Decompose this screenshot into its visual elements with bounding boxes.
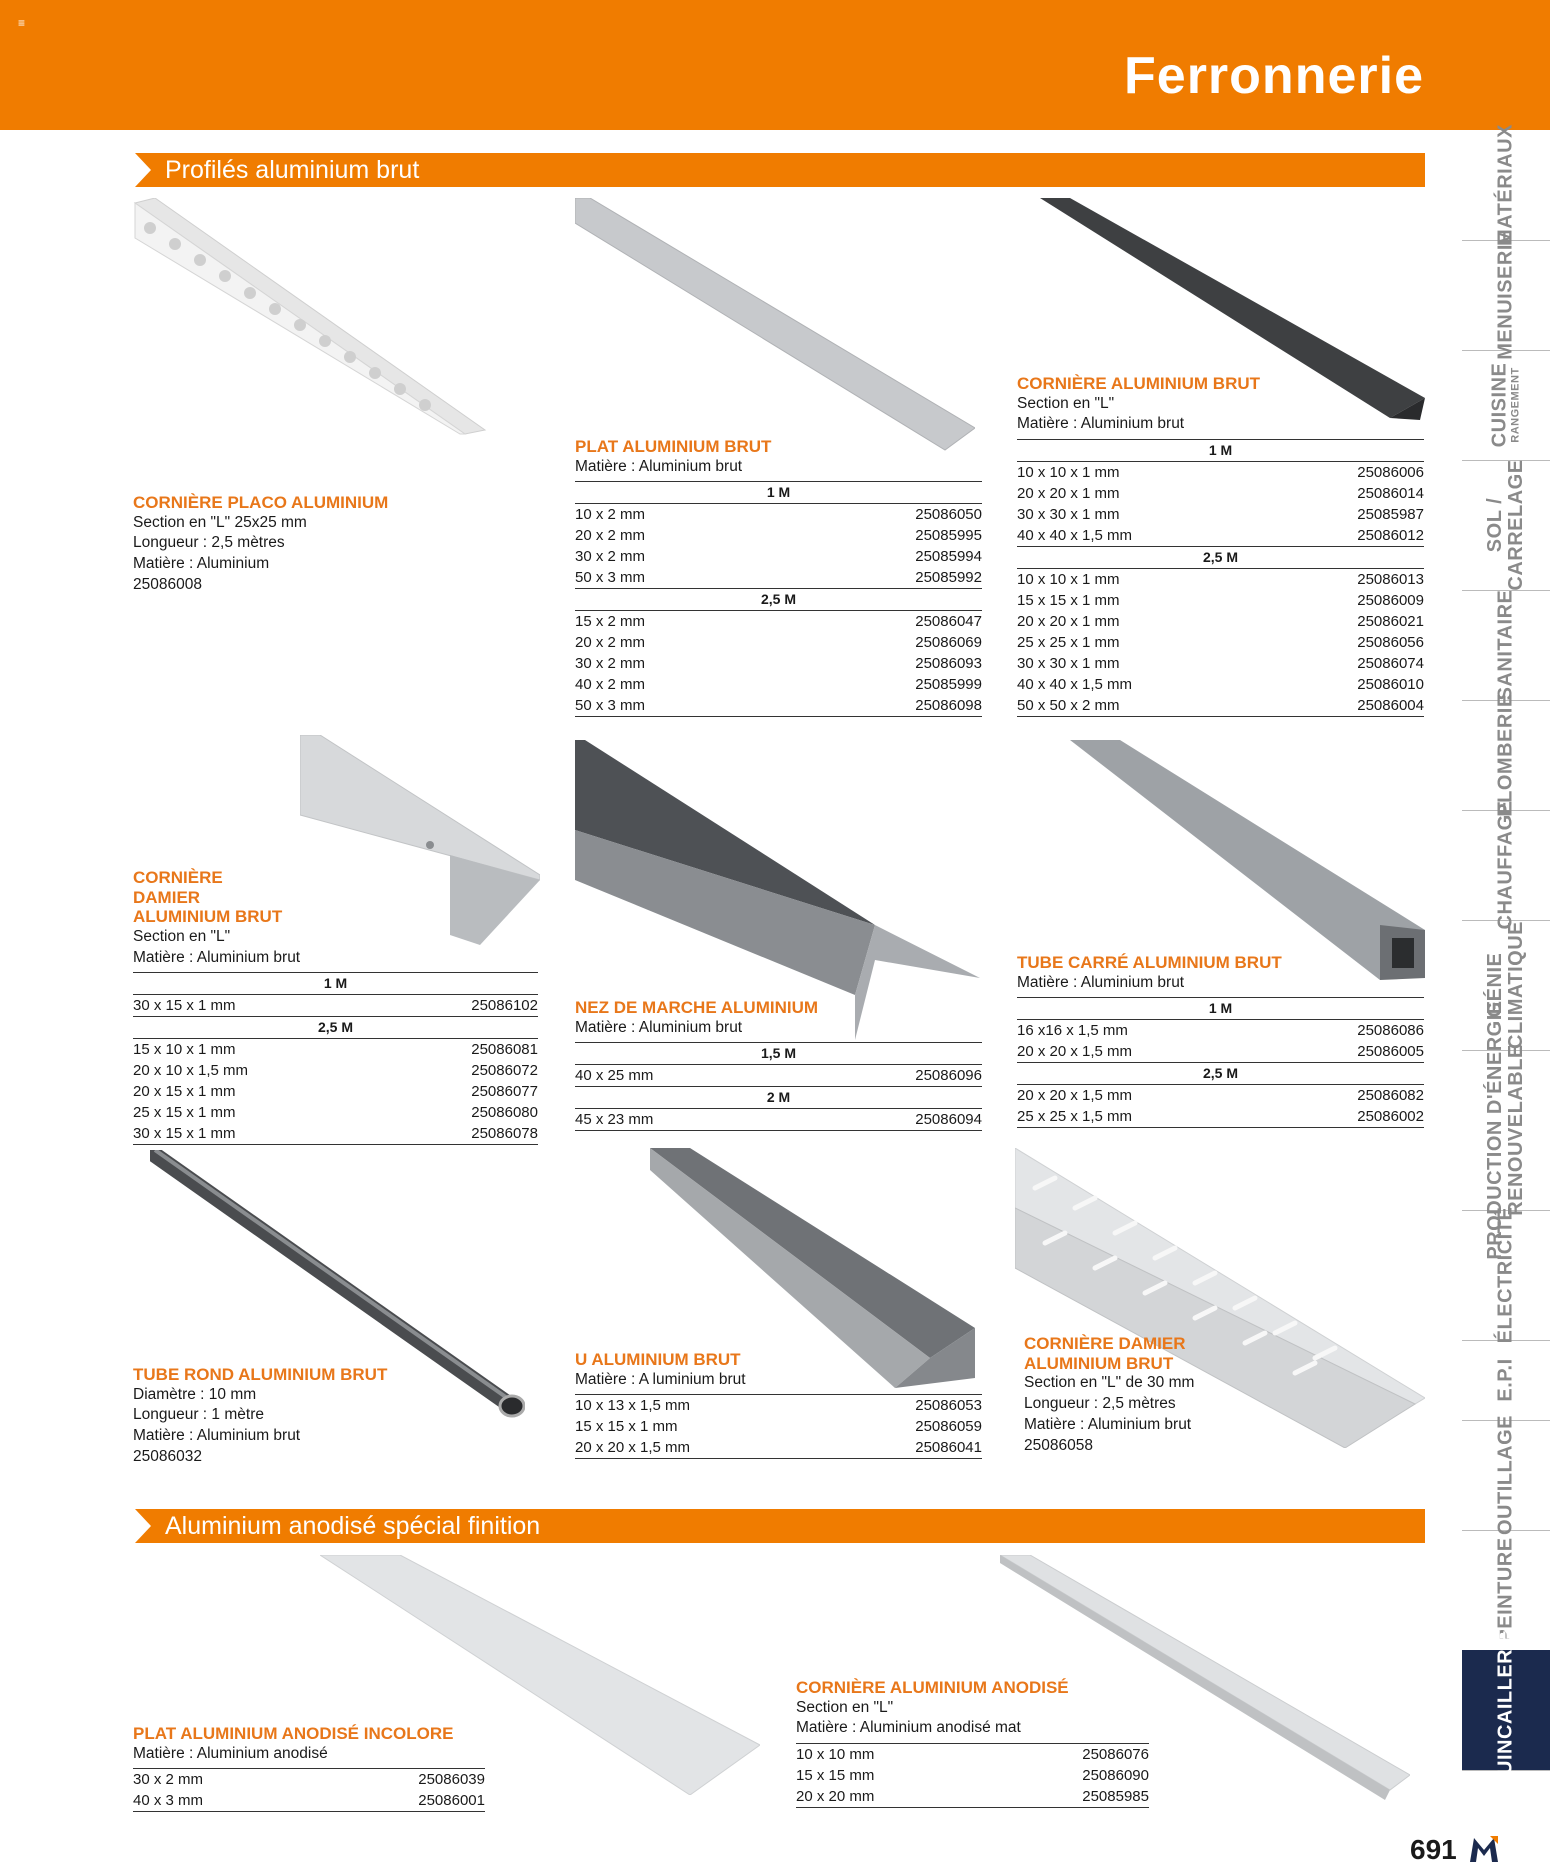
sidebar-label-sub: CARRELAGE: [1505, 459, 1527, 591]
plat-brut-image: [575, 198, 975, 453]
dimension-cell: 40 x 40 x 1,5 mm: [1017, 676, 1133, 694]
sidebar-item-label: [1496, 590, 1517, 701]
product-desc: [1017, 973, 1424, 994]
dimension-cell: 15 x 10 x 1 mm: [133, 1041, 236, 1059]
product-table: [575, 1394, 982, 1459]
section-band-profiles: [135, 153, 1425, 187]
sidebar-item-6[interactable]: [1462, 800, 1550, 930]
code-cell: 25086053: [915, 1397, 982, 1415]
dimension-cell: 10 x 10 x 1 mm: [1017, 571, 1120, 589]
dimension-cell: 20 x 20 x 1,5 mm: [1017, 1087, 1133, 1105]
sidebar-label-main: E.P.I: [1494, 1358, 1517, 1402]
table-row: [575, 567, 982, 589]
dimension-cell: 20 x 20 x 1,5 mm: [575, 1437, 833, 1459]
product-name: CORNIÈRE PLACO ALUMINIUM: [133, 493, 389, 512]
table-row: [575, 504, 982, 526]
code-cell: 25086096: [795, 1065, 982, 1087]
product-code: 25086008: [133, 576, 202, 594]
table-row: [1017, 611, 1424, 632]
sidebar-item-10[interactable]: [1462, 1340, 1550, 1421]
sidebar-label-main: SANITAIRE: [1494, 589, 1517, 701]
dimension-cell: 15 x 15 x 1 mm: [1017, 592, 1120, 610]
sidebar-label-sub: RENOUVELABLE: [1505, 1044, 1527, 1216]
dimension-cell: 16 x16 x 1,5 mm: [1017, 1022, 1128, 1040]
sidebar-label-main: MATÉRIAUX: [1494, 124, 1517, 246]
dimension-cell: 25 x 25 x 1 mm: [1017, 634, 1120, 652]
product-name: TUBE CARRÉ ALUMINIUM BRUT: [1017, 953, 1282, 972]
table-row: [1017, 1020, 1424, 1042]
code-cell: 25086090: [1082, 1767, 1149, 1785]
product-corniere-brut: [1017, 374, 1424, 717]
desc-line: Matière : A luminium brut: [575, 1370, 746, 1388]
code-cell: 25086041: [833, 1437, 982, 1459]
table-row: [796, 1765, 1149, 1786]
code-cell: 25086069: [915, 634, 982, 652]
product-table: [133, 972, 538, 1145]
table-row: [1017, 525, 1424, 547]
length-label: 2,5 M: [575, 589, 982, 611]
dimension-cell: 40 x 40 x 1,5 mm: [1017, 525, 1275, 547]
desc-line: Matière : Aluminium: [133, 555, 270, 573]
sidebar-item-11[interactable]: [1462, 1414, 1550, 1536]
dimension-cell: 20 x 2 mm: [575, 527, 646, 545]
table-row: [575, 674, 982, 695]
corniere-placo-image: [130, 198, 490, 438]
desc-line: Matière : Aluminium brut: [1017, 973, 1185, 991]
table-row: [1017, 632, 1424, 653]
length-label: 1 M: [1017, 998, 1424, 1020]
product-table: [575, 1042, 982, 1131]
code-cell: 25086093: [915, 655, 982, 673]
dimension-cell: 15 x 15 x 1 mm: [575, 1418, 678, 1436]
code-cell: 25085985: [987, 1786, 1149, 1808]
table-row: [575, 632, 982, 653]
code-cell: 25086072: [471, 1062, 538, 1080]
code-cell: 25086056: [1357, 634, 1424, 652]
table-row: [575, 1416, 982, 1437]
table-row: [796, 1744, 1149, 1766]
sidebar-item-label: [1496, 693, 1517, 816]
code-cell: 25086102: [389, 995, 538, 1017]
product-table: [133, 1768, 485, 1812]
sidebar-item-label: [1496, 1358, 1517, 1401]
product-name: CORNIÈRE DAMIER ALUMINIUM BRUT: [133, 868, 283, 927]
table-row: [133, 995, 538, 1017]
desc-line: Section en "L": [133, 927, 231, 945]
code-cell: 25086098: [783, 695, 982, 717]
product-corniere-placo: [133, 493, 473, 596]
desc-line: Matière : Aluminium brut: [575, 457, 743, 475]
dimension-cell: 30 x 2 mm: [575, 548, 646, 566]
product-desc: [1017, 394, 1424, 436]
table-row: [1017, 1106, 1424, 1128]
table-row: [1017, 1085, 1424, 1107]
code-cell: 25085992: [783, 567, 982, 589]
sidebar-label-main: CUISINE: [1488, 362, 1511, 448]
table-row: [575, 1109, 982, 1131]
code-cell: 25086039: [418, 1771, 485, 1789]
code-cell: 25086002: [1275, 1106, 1424, 1128]
dimension-cell: 30 x 30 x 1 mm: [1017, 655, 1120, 673]
table-row: [1017, 653, 1424, 674]
dimension-cell: 50 x 50 x 2 mm: [1017, 695, 1275, 717]
dimension-cell: 20 x 20 mm: [796, 1786, 987, 1808]
product-u-brut: [575, 1350, 982, 1459]
sidebar-item-5[interactable]: [1462, 693, 1550, 817]
table-row: [575, 546, 982, 567]
table-row: [133, 1039, 538, 1061]
code-cell: 25086059: [915, 1418, 982, 1436]
table-row: [575, 695, 982, 717]
length-label: 1 M: [575, 482, 982, 504]
desc-line: Matière : Aluminium brut: [1024, 1415, 1192, 1433]
table-group-header: [575, 482, 982, 504]
dimension-cell: 40 x 3 mm: [133, 1790, 313, 1812]
table-row: [575, 1065, 982, 1087]
code-cell: 25086080: [471, 1104, 538, 1122]
dimension-cell: 50 x 3 mm: [575, 695, 783, 717]
table-group-header: [1017, 547, 1424, 569]
product-desc: [796, 1698, 1149, 1740]
desc-line: Diamètre : 10 mm: [133, 1385, 257, 1403]
table-row: [575, 653, 982, 674]
product-plat-brut: [575, 437, 982, 717]
desc-line: Longueur : 1 mètre: [133, 1406, 264, 1424]
sidebar-item-2[interactable]: [1462, 350, 1550, 461]
product-corniere-anodise: [796, 1678, 1149, 1808]
product-corniere-damier-30: [1024, 1334, 1224, 1457]
product-desc: [575, 1018, 982, 1039]
page-title: Ferronnerie: [1124, 47, 1424, 105]
sidebar-item-label: [1496, 230, 1517, 359]
sidebar-item-8[interactable]: [1462, 1000, 1550, 1260]
code-cell: 25086078: [389, 1123, 538, 1145]
dimension-cell: 40 x 25 mm: [575, 1065, 795, 1087]
code-cell: 25085999: [915, 676, 982, 694]
table-row: [1017, 674, 1424, 695]
table-row: [575, 1395, 982, 1417]
table-row: [133, 1769, 485, 1791]
dimension-cell: 30 x 2 mm: [133, 1771, 204, 1789]
dimension-cell: 30 x 30 x 1 mm: [1017, 506, 1120, 524]
length-label: 1 M: [133, 973, 538, 995]
desc-line: Section en "L" 25x25 mm: [133, 513, 307, 531]
code-cell: 25085995: [915, 527, 982, 545]
desc-line: Longueur : 2,5 mètres: [1024, 1395, 1176, 1413]
sidebar-label-main: PRODUCTION D'ÉNERGIE: [1484, 1000, 1506, 1260]
dimension-cell: 15 x 2 mm: [575, 613, 646, 631]
dimension-cell: 20 x 15 x 1 mm: [133, 1083, 236, 1101]
product-code: 25086058: [1024, 1436, 1093, 1454]
dimension-cell: 25 x 15 x 1 mm: [133, 1104, 236, 1122]
table-group-header: [133, 973, 538, 995]
sidebar-item-label: [1496, 1537, 1517, 1642]
dimension-cell: 10 x 10 mm: [796, 1746, 875, 1764]
table-group-header: [133, 1017, 538, 1039]
desc-line: Matière : Aluminium anodisé mat: [796, 1719, 1021, 1737]
dimension-cell: 15 x 15 mm: [796, 1767, 875, 1785]
product-name: CORNIÈRE ALUMINIUM ANODISÉ: [796, 1678, 1069, 1697]
table-group-header: [1017, 998, 1424, 1020]
code-cell: 25086001: [313, 1790, 485, 1812]
table-row: [575, 611, 982, 633]
sidebar-item-label: [1496, 801, 1517, 930]
table-row: [133, 1102, 538, 1123]
code-cell: 25086081: [471, 1041, 538, 1059]
code-cell: 25086010: [1357, 676, 1424, 694]
code-cell: 25086013: [1357, 571, 1424, 589]
table-group-header: [1017, 1063, 1424, 1085]
menu-icon[interactable]: ≡: [18, 16, 26, 30]
table-group-header: [575, 1043, 982, 1065]
category-sidebar: [1462, 124, 1550, 1850]
table-group-header: [575, 1087, 982, 1109]
product-desc: [133, 1385, 473, 1469]
desc-line: Matière : Aluminium brut: [1017, 415, 1185, 433]
sidebar-label-main: QUINCAILLERIE: [1494, 1628, 1517, 1792]
product-table: [575, 481, 982, 717]
product-desc: [575, 1370, 982, 1391]
section-band-anodise: [135, 1509, 1425, 1543]
code-cell: 25086009: [1357, 592, 1424, 610]
band-arrow-icon: [135, 153, 151, 187]
section-title: Aluminium anodisé spécial finition: [165, 1512, 541, 1540]
sidebar-label-sub: RANGEMENT: [1509, 367, 1522, 443]
desc-line: Section en "L": [796, 1698, 894, 1716]
product-name: TUBE ROND ALUMINIUM BRUT: [133, 1365, 388, 1384]
code-cell: 25086014: [1357, 485, 1424, 503]
code-cell: 25086077: [471, 1083, 538, 1101]
code-cell: 25086021: [1357, 613, 1424, 631]
sidebar-label-main: CHAUFFAGE: [1494, 800, 1517, 930]
dimension-cell: 20 x 2 mm: [575, 634, 646, 652]
dimension-cell: 30 x 15 x 1 mm: [133, 995, 389, 1017]
desc-line: Matière : Aluminium anodisé: [133, 1744, 328, 1762]
code-cell: 25086047: [915, 613, 982, 631]
product-table: [796, 1743, 1149, 1808]
sidebar-item-label: [1490, 363, 1523, 448]
sidebar-item-label: [1496, 1629, 1517, 1791]
dimension-cell: 45 x 23 mm: [575, 1109, 795, 1131]
code-cell: 25086076: [1082, 1746, 1149, 1764]
code-cell: 25085994: [915, 548, 982, 566]
table-row: [575, 525, 982, 546]
table-row: [1017, 504, 1424, 525]
dimension-cell: 10 x 13 x 1,5 mm: [575, 1397, 691, 1415]
sidebar-item-3[interactable]: [1462, 460, 1550, 591]
dimension-cell: 10 x 10 x 1 mm: [1017, 464, 1120, 482]
code-cell: 25086006: [1357, 464, 1424, 482]
length-label: 1 M: [1017, 440, 1424, 462]
table-row: [575, 1437, 982, 1459]
product-table: [1017, 439, 1424, 717]
sidebar-item-13[interactable]: [1462, 1628, 1550, 1792]
product-corniere-damier: [133, 868, 538, 1145]
table-group-header: [575, 589, 982, 611]
sidebar-item-label: [1496, 1207, 1517, 1344]
sidebar-label-main: PLOMBERIE: [1494, 693, 1517, 817]
page-header: [0, 0, 1550, 130]
table-row: [1017, 483, 1424, 504]
table-row: [1017, 590, 1424, 611]
table-row: [1017, 462, 1424, 484]
code-cell: 25085987: [1357, 506, 1424, 524]
product-desc: [575, 457, 982, 478]
table-row: [796, 1786, 1149, 1808]
length-label: 1,5 M: [575, 1043, 982, 1065]
sidebar-item-4[interactable]: [1462, 590, 1550, 701]
desc-line: Longueur : 2,5 mètres: [133, 534, 285, 552]
sidebar-item-1[interactable]: [1462, 230, 1550, 360]
dimension-cell: 30 x 15 x 1 mm: [133, 1123, 389, 1145]
sidebar-item-label: [1485, 459, 1527, 590]
code-cell: 25086050: [915, 506, 982, 524]
sidebar-item-label: [1496, 124, 1517, 246]
page-number: 691: [1410, 1834, 1457, 1865]
desc-line: Section en "L": [1017, 394, 1115, 412]
code-cell: 25086082: [1357, 1087, 1424, 1105]
desc-line: Matière : Aluminium brut: [575, 1018, 743, 1036]
code-cell: 25086074: [1357, 655, 1424, 673]
product-desc: [133, 513, 473, 597]
code-cell: 25086012: [1275, 525, 1424, 547]
sidebar-item-0[interactable]: [1462, 124, 1550, 246]
dimension-cell: 25 x 25 x 1,5 mm: [1017, 1106, 1275, 1128]
product-tube-carre: [1017, 953, 1424, 1128]
product-name: CORNIÈRE ALUMINIUM BRUT: [1017, 374, 1261, 393]
dimension-cell: 20 x 10 x 1,5 mm: [133, 1062, 249, 1080]
section-title: Profilés aluminium brut: [165, 156, 420, 184]
dimension-cell: 10 x 2 mm: [575, 506, 646, 524]
code-cell: 25086094: [795, 1109, 982, 1131]
dimension-cell: 30 x 2 mm: [575, 655, 646, 673]
product-name: PLAT ALUMINIUM BRUT: [575, 437, 772, 456]
sidebar-label-sub: CLIMATIQUE: [1505, 921, 1527, 1049]
sidebar-label-main: MENUISERIE: [1494, 230, 1517, 360]
dimension-cell: 20 x 20 x 1 mm: [1017, 613, 1120, 631]
dimension-cell: 20 x 20 x 1 mm: [1017, 485, 1120, 503]
sidebar-item-label: [1496, 1415, 1517, 1535]
product-nez-de-marche: [575, 998, 982, 1131]
product-desc: [1024, 1373, 1224, 1457]
table-row: [1017, 569, 1424, 591]
length-label: 2,5 M: [133, 1017, 538, 1039]
sidebar-label-main: OUTILLAGE: [1494, 1414, 1517, 1536]
length-label: 2,5 M: [1017, 1063, 1424, 1085]
code-cell: 25086005: [1275, 1041, 1424, 1063]
code-cell: 25086086: [1357, 1022, 1424, 1040]
dimension-cell: 20 x 20 x 1,5 mm: [1017, 1041, 1275, 1063]
product-code: 25086032: [133, 1448, 202, 1466]
sidebar-label-main: PEINTURE: [1494, 1537, 1517, 1643]
table-row: [1017, 695, 1424, 717]
table-row: [133, 1060, 538, 1081]
product-name: CORNIÈRE DAMIER ALUMINIUM BRUT: [1024, 1334, 1186, 1373]
band-arrow-icon: [135, 1509, 151, 1543]
length-label: 2,5 M: [1017, 547, 1424, 569]
product-plat-anodise: [133, 1724, 485, 1812]
product-desc: [133, 927, 538, 969]
product-desc: [133, 1744, 485, 1765]
table-row: [1017, 1041, 1424, 1063]
table-row: [133, 1123, 538, 1145]
desc-line: Matière : Aluminium brut: [133, 1427, 301, 1445]
sidebar-label-main: GÉNIE: [1484, 952, 1506, 1018]
nez-de-marche-image: [575, 740, 980, 1040]
sidebar-label-main: SOL /: [1484, 497, 1506, 553]
product-name: NEZ DE MARCHE ALUMINIUM: [575, 998, 819, 1017]
desc-line: Matière : Aluminium brut: [133, 948, 301, 966]
length-label: 2 M: [575, 1087, 982, 1109]
product-name: U ALUMINIUM BRUT: [575, 1350, 741, 1369]
product-tube-rond: [133, 1365, 473, 1468]
dimension-cell: 40 x 2 mm: [575, 676, 646, 694]
code-cell: 25086004: [1275, 695, 1424, 717]
desc-line: Section en "L" de 30 mm: [1024, 1374, 1195, 1392]
sidebar-item-9[interactable]: [1462, 1206, 1550, 1344]
sidebar-label-main: ÉLECTRICITÉ: [1494, 1206, 1517, 1344]
product-name: PLAT ALUMINIUM ANODISÉ INCOLORE: [133, 1724, 454, 1743]
table-group-header: [1017, 440, 1424, 462]
dimension-cell: 50 x 3 mm: [575, 567, 783, 589]
product-table: [1017, 997, 1424, 1128]
table-row: [133, 1790, 485, 1812]
table-row: [133, 1081, 538, 1102]
brand-logo-icon: [1470, 1836, 1498, 1862]
